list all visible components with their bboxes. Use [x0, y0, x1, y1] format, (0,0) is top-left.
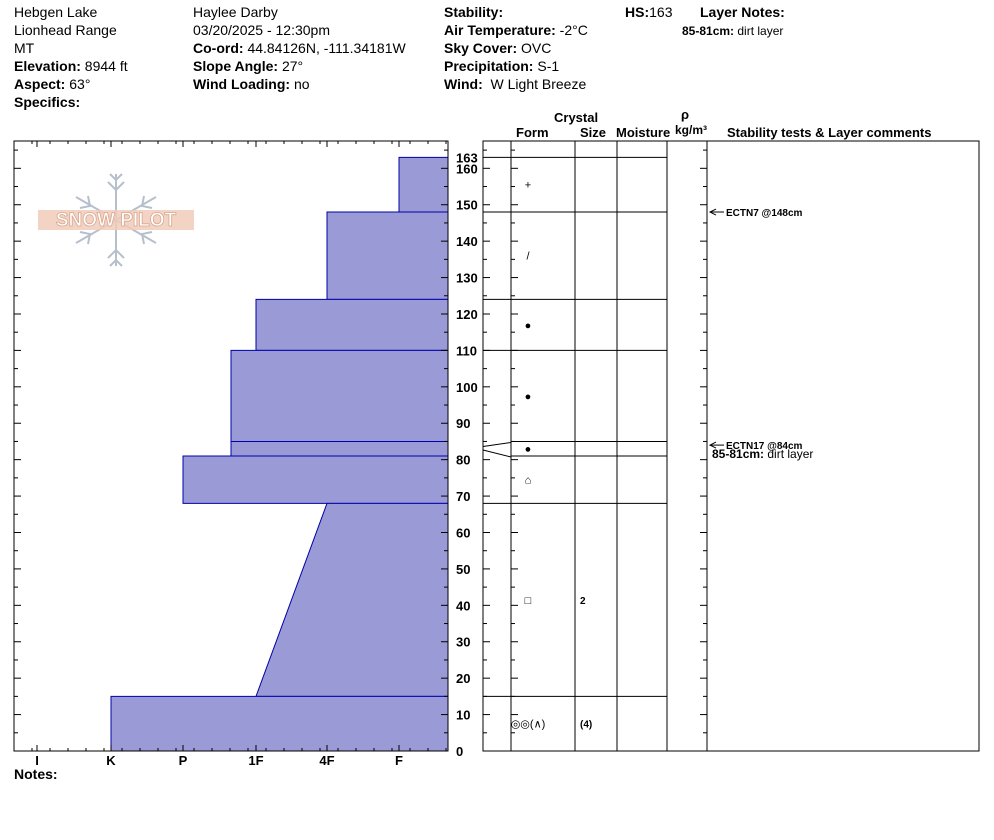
stability-test-label: ECTN17 @84cm	[726, 441, 803, 453]
hardness-layer-0	[399, 157, 448, 212]
layer-boundary-connector	[483, 450, 511, 457]
depth-tick-label: 160	[456, 161, 478, 177]
hardness-tick-label: K	[106, 753, 116, 768]
layer-comment	[712, 447, 813, 461]
coord-value: 44.84126N, -111.34181W	[247, 40, 406, 56]
depth-tick-label: 120	[456, 306, 478, 322]
grain-form-symbol: /	[526, 250, 530, 263]
logo-text: SNOW PILOT	[55, 210, 177, 231]
stability-label: Stability:	[444, 4, 504, 20]
size-header: Size	[580, 125, 607, 140]
wind-value: W Light Breeze	[490, 76, 587, 92]
slope-label: Slope Angle:	[193, 58, 279, 74]
hardness-layer-1	[327, 212, 448, 299]
layer-note-range: 85-81cm:	[682, 24, 735, 38]
sky-cover-value: OVC	[521, 40, 552, 56]
observation-datetime: 03/20/2025 - 12:30pm	[193, 22, 330, 38]
hardness-layer-7	[111, 696, 448, 751]
depth-tick-label: 40	[456, 598, 471, 614]
hardness-layer-4	[231, 441, 448, 456]
depth-tick-label: 80	[456, 452, 471, 468]
hardness-tick-label: I	[35, 753, 39, 768]
depth-tick-label: 90	[456, 416, 471, 432]
aspect-label: Aspect:	[14, 76, 66, 92]
specifics-label: Specifics:	[14, 94, 81, 110]
wind-label: Wind:	[444, 76, 483, 92]
grain-form-symbol: ●	[524, 319, 532, 332]
depth-tick-label: 110	[456, 343, 477, 359]
depth-tick-label: 20	[456, 671, 471, 687]
depth-tick-label: 150	[456, 197, 478, 213]
layer-comment-text: dirt layer	[764, 447, 814, 462]
grain-form-symbol: ●	[524, 443, 532, 456]
hardness-tick-label: F	[395, 753, 403, 768]
hardness-layer-6	[256, 503, 448, 696]
precip-value: S-1	[537, 58, 560, 74]
depth-tick-label: 70	[456, 489, 471, 505]
depth-tick-label: 0	[456, 744, 464, 759]
hardness-layer-5	[183, 456, 448, 503]
wind-loading-label: Wind Loading:	[193, 76, 291, 92]
coord-label: Co-ord:	[193, 40, 244, 56]
hardness-tick-label: 4F	[319, 753, 335, 768]
stability-test-label: ECTN7 @148cm	[726, 208, 803, 220]
grain-form-symbol: □	[524, 594, 532, 607]
range-name: Lionhead Range	[14, 22, 117, 38]
layer-note-text: dirt layer	[737, 24, 784, 38]
depth-tick-label: 30	[456, 634, 471, 650]
layer-comment-range: 85-81cm:	[712, 447, 765, 462]
grain-form-symbol: ●	[524, 390, 532, 403]
hardness-tick-label: P	[178, 753, 188, 768]
depth-tick-label: 130	[456, 270, 478, 286]
layer-notes-title: Layer Notes:	[700, 4, 785, 20]
grain-form-symbol: ⌂	[524, 474, 532, 487]
crystal-header: Crystal	[554, 110, 599, 125]
elevation-value: 8944 ft	[84, 58, 128, 74]
precip-label: Precipitation:	[444, 58, 534, 74]
hs-label: HS:	[625, 4, 650, 20]
aspect-value: 63°	[69, 76, 91, 92]
layer-boundary-connector	[483, 442, 511, 446]
elevation-label: Elevation:	[14, 58, 81, 74]
grain-form-symbol: +	[524, 179, 532, 192]
depth-tick-label: 60	[456, 525, 471, 541]
grain-size-value: 2	[580, 595, 586, 607]
grain-size-value: (4)	[580, 719, 593, 731]
grain-form-symbol: ◎◎(∧)	[510, 718, 546, 731]
rho-header: ρ	[681, 107, 690, 122]
hardness-tick-label: 1F	[248, 753, 264, 768]
hardness-profile	[111, 157, 448, 751]
wind-loading-value: no	[293, 76, 310, 92]
hardness-layer-3	[231, 350, 448, 441]
sky-cover-label: Sky Cover:	[444, 40, 518, 56]
depth-tick-label: 50	[456, 561, 471, 577]
observer-name: Haylee Darby	[193, 4, 278, 20]
hardness-layer-2	[256, 299, 448, 350]
form-header: Form	[516, 125, 549, 140]
air-temp-label: Air Temperature:	[444, 22, 556, 38]
stability-tests-header: Stability tests & Layer comments	[727, 125, 932, 140]
notes-label: Notes:	[14, 766, 58, 782]
depth-tick-label: 10	[456, 707, 471, 723]
density-unit-header: kg/m³	[675, 123, 708, 137]
stability-tests	[710, 208, 813, 461]
depth-tick-label: 140	[456, 234, 478, 250]
state-name: MT	[14, 40, 35, 56]
air-temp-value: -2°C	[559, 22, 588, 38]
hs-value: 163	[649, 4, 673, 20]
slope-value: 27°	[281, 58, 304, 74]
depth-top-label: 163	[456, 150, 478, 166]
location-name: Hebgen Lake	[14, 4, 98, 20]
moisture-header: Moisture	[616, 125, 671, 140]
depth-tick-label: 100	[456, 379, 478, 395]
